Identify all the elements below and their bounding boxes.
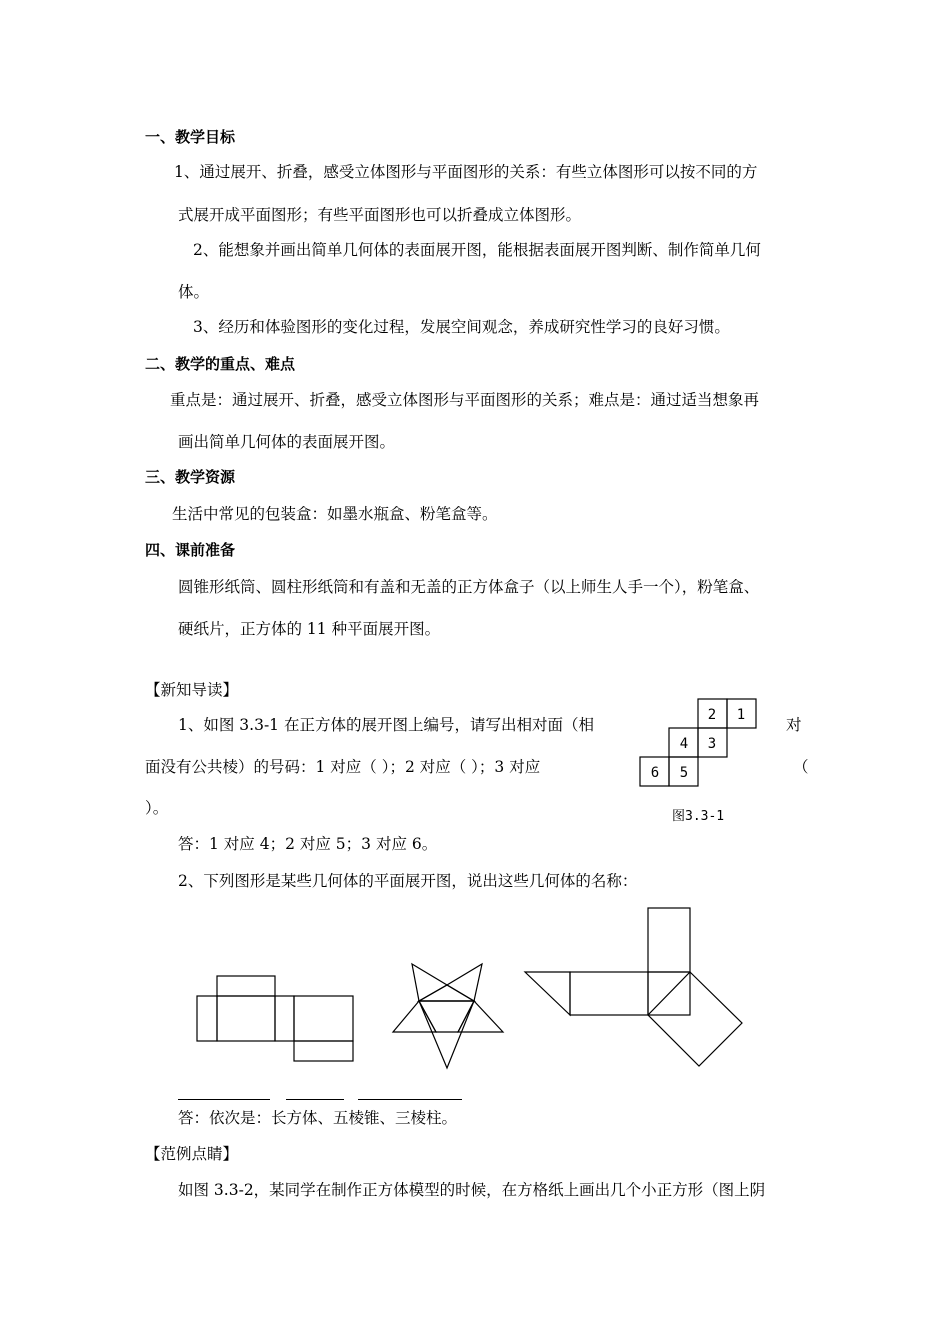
section-heading-preparation: 四、课前准备 — [145, 541, 236, 559]
key-points-line-2: 画出简单几何体的表面展开图。 — [178, 433, 396, 451]
example-line-1: 如图 3.3-2，某同学在制作正方体模型的时候，在方格纸上画出几个小正方形（图上阴 — [178, 1181, 766, 1199]
goal-1-line-2: 式展开成平面图形；有些平面图形也可以折叠成立体图形。 — [178, 206, 582, 224]
net-label-5: 5 — [679, 765, 689, 781]
question-1-line-3: ）。 — [145, 799, 169, 817]
resources-line-1: 生活中常见的包装盒：如墨水瓶盒、粉笔盒等。 — [172, 505, 498, 523]
question-1-line-2-tail: （ — [793, 758, 809, 776]
answer-blank-1 — [178, 1099, 270, 1100]
goal-1-line-1: 1、通过展开、折叠，感受立体图形与平面图形的关系：有些立体图形可以按不同的方 — [174, 163, 758, 181]
goal-2-line-2: 体。 — [178, 283, 210, 301]
answer-blank-3 — [358, 1099, 462, 1100]
question-1-line-2: 面没有公共棱）的号码：1 对应（ ）；2 对应（ ）；3 对应 — [145, 758, 541, 776]
key-points-line-1: 重点是：通过展开、折叠，感受立体图形与平面图形的关系；难点是：通过适当想象再 — [170, 391, 760, 409]
goal-3: 3、经历和体验图形的变化过程，发展空间观念，养成研究性学习的良好习惯。 — [193, 318, 730, 336]
example-heading: 【范例点睛】 — [145, 1145, 239, 1163]
answer-blank-2 — [286, 1099, 344, 1100]
net-label-4: 4 — [679, 736, 689, 752]
pentagonal-pyramid-net — [393, 964, 503, 1068]
preparation-line-2: 硬纸片，正方体的 11 种平面展开图。 — [178, 620, 441, 638]
section-heading-goals: 一、教学目标 — [145, 128, 236, 146]
triangular-prism-net — [525, 908, 742, 1066]
question-1-line-1: 1、如图 3.3-1 在正方体的展开图上编号，请写出相对面（相 — [178, 716, 594, 734]
question-2: 2、下列图形是某些几何体的平面展开图，说出这些几何体的名称： — [178, 872, 638, 890]
net-label-1: 1 — [736, 707, 746, 723]
section-heading-resources: 三、教学资源 — [145, 468, 236, 486]
preparation-line-1: 圆锥形纸筒、圆柱形纸筒和有盖和无盖的正方体盒子（以上师生人手一个），粉笔盒、 — [178, 578, 760, 596]
answer-1: 答：1 对应 4；2 对应 5；3 对应 6。 — [178, 835, 438, 853]
section-heading-key-points: 二、教学的重点、难点 — [145, 355, 296, 373]
question-1-line-1-tail: 对 — [786, 716, 802, 734]
cuboid-net — [197, 976, 353, 1061]
answer-2: 答：依次是：长方体、五棱锥、三棱柱。 — [178, 1109, 458, 1127]
net-label-2: 2 — [707, 707, 717, 723]
reading-heading: 【新知导读】 — [145, 681, 239, 699]
figure-caption: 图3.3-1 — [672, 809, 725, 824]
net-label-6: 6 — [650, 765, 660, 781]
net-label-3: 3 — [707, 736, 717, 752]
goal-2-line-1: 2、能想象并画出简单几何体的表面展开图，能根据表面展开图判断、制作简单几何 — [193, 241, 761, 259]
